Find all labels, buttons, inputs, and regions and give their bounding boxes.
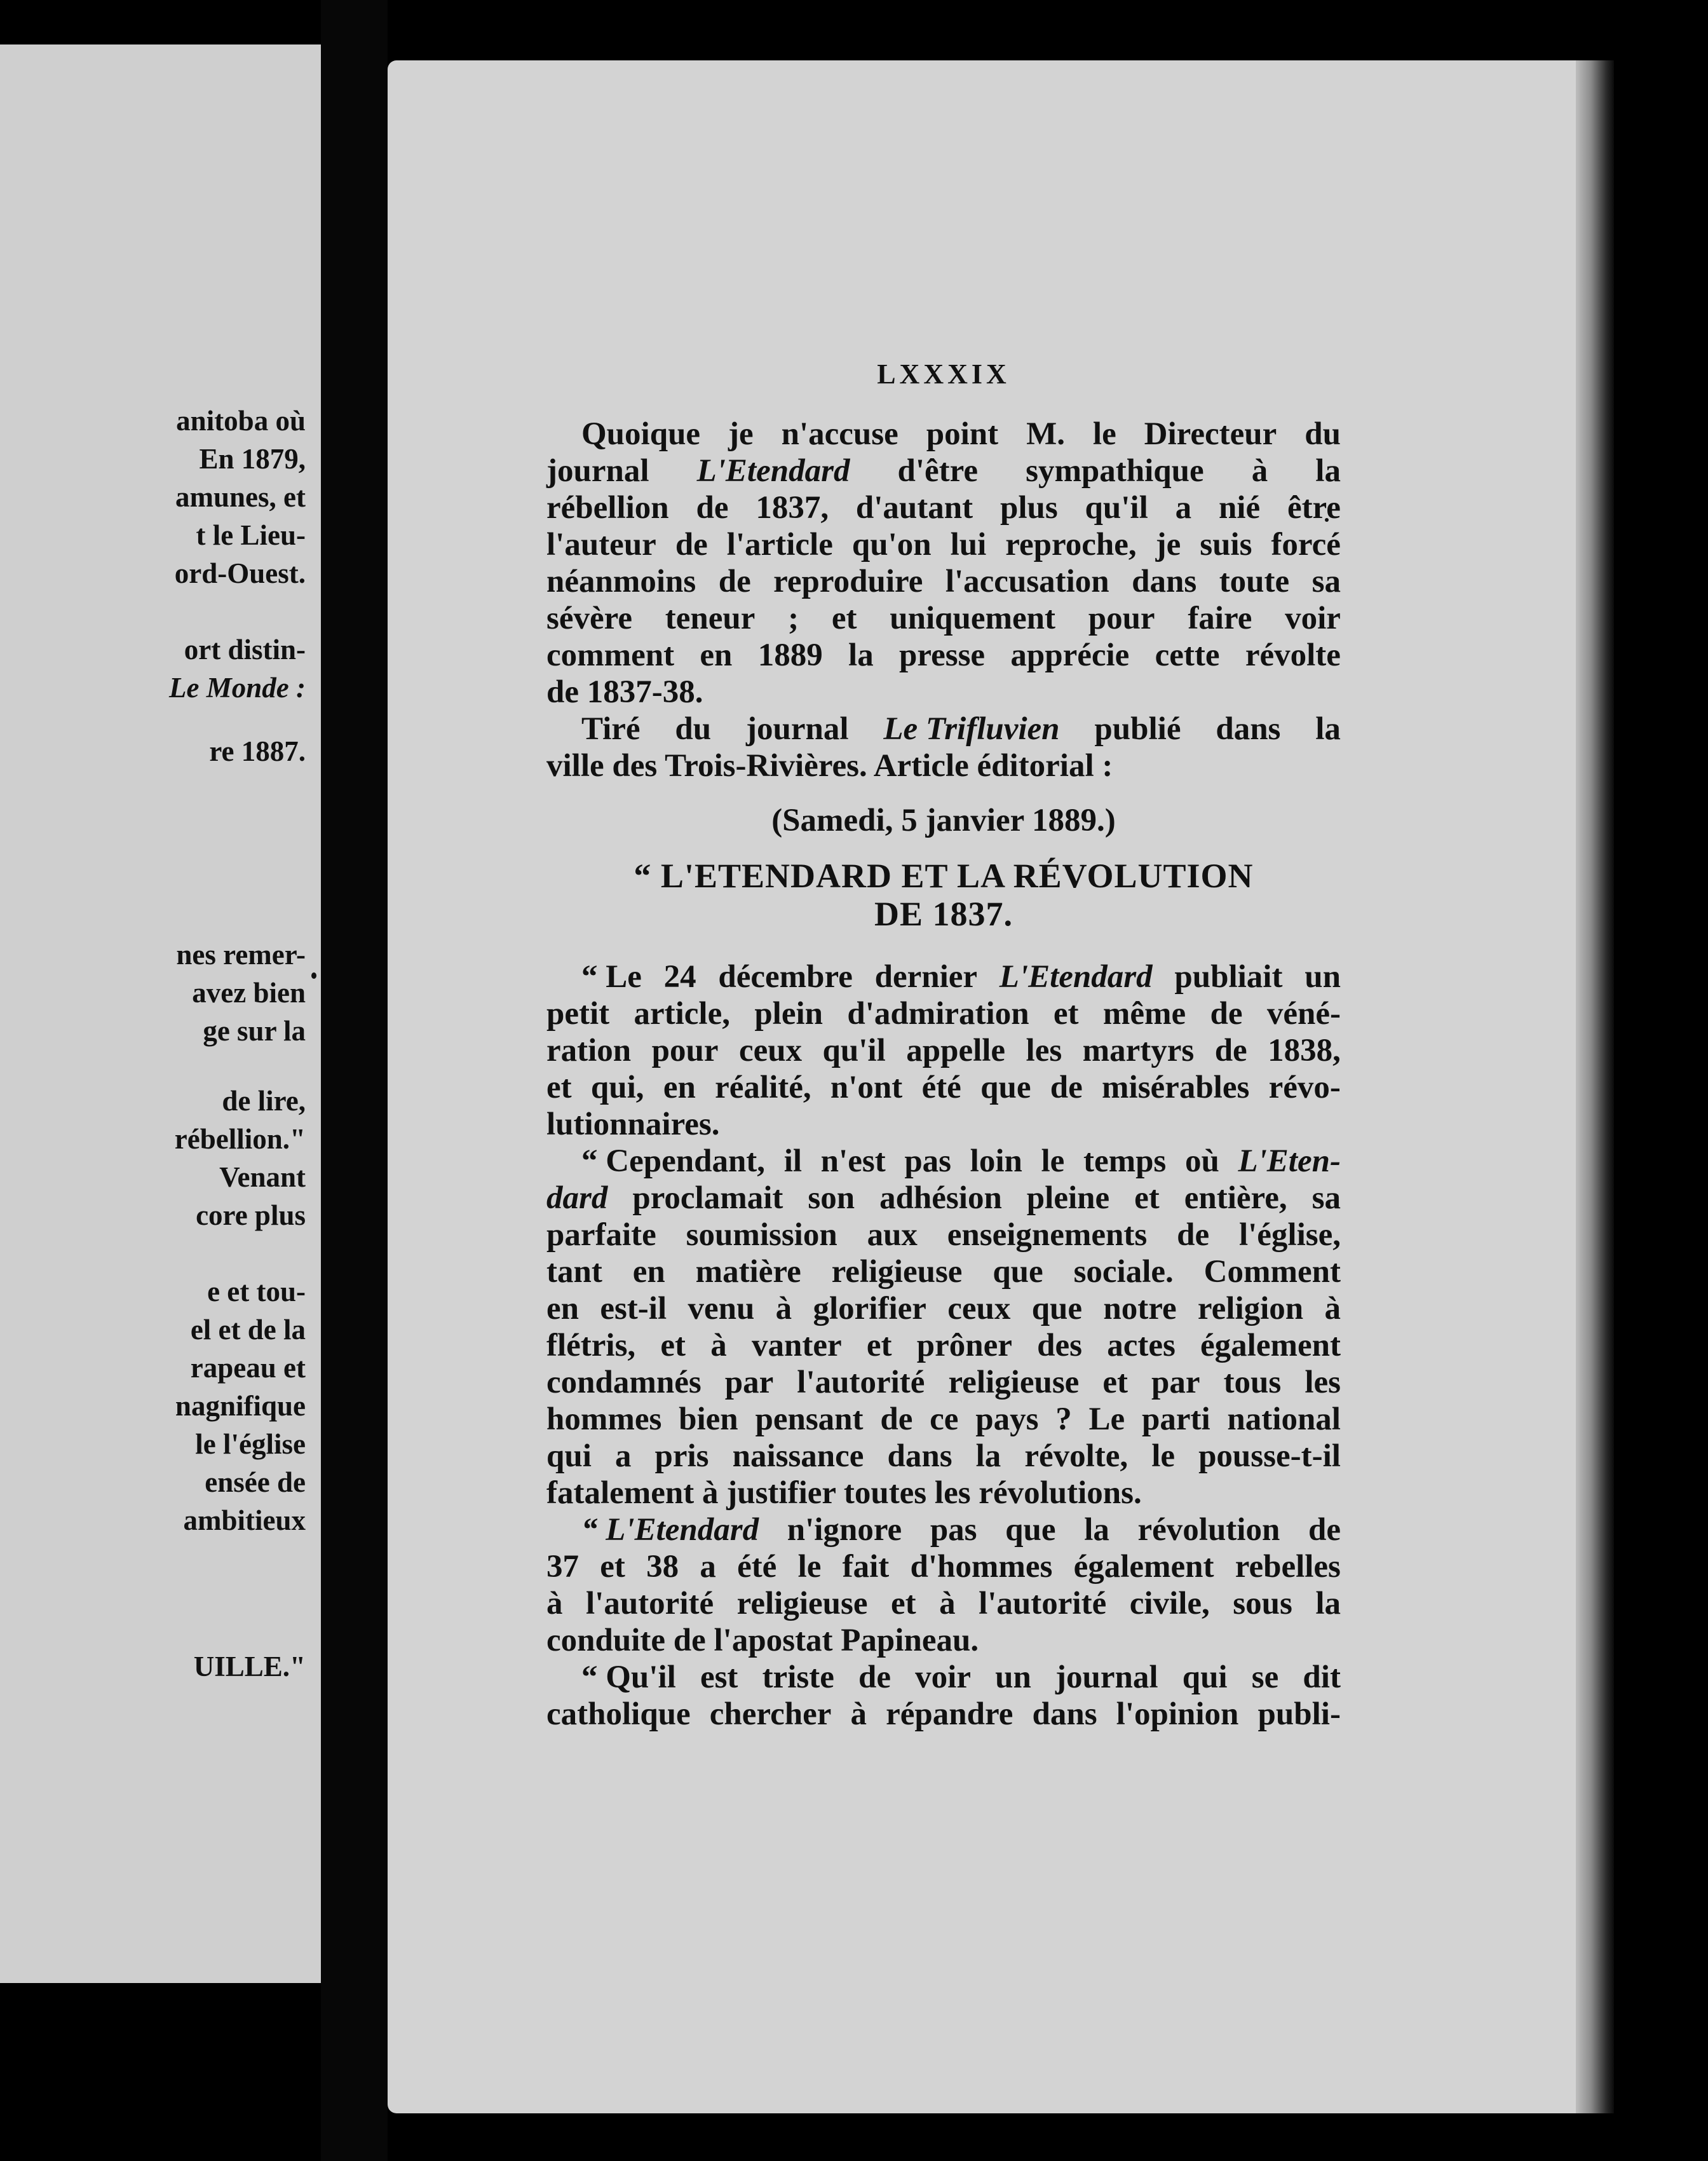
word: dit	[1303, 1660, 1341, 1695]
word: qu'on	[851, 527, 932, 562]
word: publi-	[1257, 1696, 1341, 1732]
page-edge	[1576, 60, 1614, 2113]
text-line	[546, 674, 1341, 711]
word: de	[696, 490, 729, 526]
text-line	[546, 637, 1341, 674]
word: dans	[887, 1438, 952, 1474]
left-page-line: ort distin-	[184, 634, 306, 665]
word: le	[797, 1549, 822, 1585]
word: sous	[1233, 1586, 1292, 1621]
word: la	[1315, 711, 1341, 747]
word: n'ont	[830, 1070, 903, 1105]
word: l'autorité	[797, 1365, 925, 1400]
word: lui	[950, 527, 987, 562]
word: un	[1305, 959, 1341, 995]
word: notre	[1103, 1291, 1177, 1326]
word: d'admiration	[847, 996, 1029, 1032]
word: journal	[1055, 1660, 1158, 1695]
word: son	[808, 1180, 855, 1216]
word: révo-	[1268, 1070, 1341, 1105]
word: a	[614, 1438, 632, 1474]
word: est	[700, 1660, 738, 1695]
word: hommes	[546, 1401, 662, 1437]
word: plein	[754, 996, 824, 1032]
left-page-line: ge sur la	[203, 1015, 306, 1047]
word: la	[1315, 1586, 1341, 1621]
word: “ L'Etendard	[581, 1512, 759, 1548]
word: dans	[1032, 1696, 1097, 1732]
word: pensant	[755, 1401, 864, 1437]
word: également	[1073, 1549, 1214, 1585]
left-page-line: En 1879,	[199, 443, 306, 475]
word: Quoique	[581, 416, 701, 452]
word: uniquement	[890, 601, 1055, 636]
word: teneur	[665, 601, 756, 636]
word: misérables	[1102, 1070, 1250, 1105]
word: à	[939, 1586, 956, 1621]
word: et	[831, 601, 857, 636]
article-heading: “ L'ETENDARD ET LA RÉVOLUTION	[634, 857, 1254, 895]
word: journal	[546, 453, 649, 489]
word: tant	[546, 1254, 602, 1290]
word: et	[546, 1070, 572, 1105]
word: prôner	[916, 1328, 1012, 1363]
word: “ Qu'il	[581, 1660, 676, 1695]
word: civile,	[1129, 1586, 1210, 1621]
word: pour	[651, 1033, 719, 1068]
word: de	[1214, 1033, 1247, 1068]
left-page-line: UILLE."	[193, 1651, 306, 1682]
word: matière	[695, 1254, 801, 1290]
word: condamnés	[546, 1365, 702, 1400]
word: rébellion	[546, 490, 669, 526]
left-page	[0, 44, 321, 1983]
text-line	[546, 1475, 1341, 1511]
word: sa	[1312, 564, 1341, 599]
word: l'opinion	[1116, 1696, 1239, 1732]
word: loin	[970, 1143, 1022, 1179]
word: des	[1037, 1328, 1082, 1363]
word: enseignements	[947, 1217, 1148, 1253]
text-line	[546, 1585, 1341, 1622]
text-line	[546, 1659, 1341, 1696]
word: triste	[762, 1660, 834, 1695]
word: du	[675, 711, 712, 747]
word: flétris,	[546, 1328, 636, 1363]
word: l'article	[726, 527, 833, 562]
word: petit	[546, 996, 610, 1032]
word: publiait	[1174, 959, 1283, 995]
text-line	[546, 1364, 1341, 1401]
word: comment	[546, 637, 675, 673]
word: dans	[1216, 711, 1281, 747]
word: révolte	[1245, 637, 1341, 673]
text-line	[546, 1032, 1341, 1069]
word: d'hommes	[910, 1549, 1053, 1585]
text-line	[546, 563, 1341, 600]
word: réalité,	[715, 1070, 811, 1105]
ink-speck	[311, 972, 316, 979]
word: 1889	[757, 637, 823, 673]
text-line	[546, 416, 1341, 453]
word: d'être	[897, 453, 979, 489]
word: qui	[546, 1438, 592, 1474]
word: voir	[915, 1660, 971, 1695]
word: dernier	[874, 959, 978, 995]
word: un	[995, 1660, 1031, 1695]
text-line	[546, 1106, 1341, 1143]
word: que	[993, 1254, 1043, 1290]
left-page-line: de lire,	[222, 1085, 306, 1117]
word: où	[1184, 1143, 1219, 1179]
word: révolution	[1137, 1512, 1280, 1548]
word: l'accusation	[945, 564, 1109, 599]
word: est-il	[600, 1291, 667, 1326]
word: L'Etendard	[999, 959, 1153, 995]
word: pas	[930, 1512, 977, 1548]
word: entière,	[1184, 1180, 1287, 1216]
text-line	[546, 453, 1341, 489]
text-line	[546, 747, 1341, 784]
word: même	[1102, 996, 1186, 1032]
text-line	[546, 1696, 1341, 1733]
word: forcé	[1271, 527, 1341, 562]
word: de	[1210, 996, 1243, 1032]
word: pas	[904, 1143, 952, 1179]
text-line	[546, 1327, 1341, 1364]
text-line	[546, 1217, 1341, 1253]
word: en	[663, 1070, 696, 1105]
word: 1837,	[756, 490, 829, 526]
word: L'Eten-	[1238, 1143, 1341, 1179]
word: faire	[1188, 601, 1252, 636]
word: ville des Trois-Rivières. Article éditorial :	[546, 748, 1113, 784]
word: de	[1308, 1512, 1341, 1548]
date-line: (Samedi, 5 janvier 1889.)	[771, 803, 1116, 838]
word: aux	[867, 1217, 918, 1253]
word: à	[1251, 453, 1268, 489]
word: la	[975, 1438, 1001, 1474]
page-text	[546, 356, 1341, 1733]
word: nié	[1218, 490, 1261, 526]
word: Le Trifluvien	[883, 711, 1060, 747]
text-line	[546, 1438, 1341, 1475]
text-line	[546, 1401, 1341, 1438]
word: que	[980, 1070, 1031, 1105]
word: 37	[546, 1549, 579, 1585]
word: a	[1175, 490, 1192, 526]
word: presse	[899, 637, 986, 673]
word: voir	[1285, 601, 1341, 636]
text-line	[546, 1290, 1341, 1327]
word: à	[775, 1291, 792, 1326]
word: et	[890, 1586, 916, 1621]
word: adhésion	[879, 1180, 1002, 1216]
word: Le	[1088, 1401, 1125, 1437]
word: et	[660, 1328, 686, 1363]
word: temps	[1083, 1143, 1167, 1179]
word: vanter	[752, 1328, 842, 1363]
word: bien	[679, 1401, 738, 1437]
word: véné-	[1266, 996, 1341, 1032]
left-page-line: nagnifique	[175, 1390, 306, 1422]
word: lutionnaires.	[546, 1107, 720, 1142]
word: par	[1151, 1365, 1200, 1400]
word: ;	[788, 601, 799, 636]
word: proclamait	[632, 1180, 783, 1216]
word: apprécie	[1010, 637, 1130, 673]
word: dard	[546, 1180, 608, 1216]
word: point	[926, 416, 999, 452]
word: naissance	[732, 1438, 864, 1474]
word: sympathique	[1026, 453, 1204, 489]
word: glorifier	[813, 1291, 926, 1326]
word: parfaite	[546, 1217, 656, 1253]
word: il	[783, 1143, 803, 1179]
word: toute	[1219, 564, 1290, 599]
word: ce	[930, 1401, 959, 1437]
word: qui	[1182, 1660, 1228, 1695]
word: du	[1305, 416, 1341, 452]
word: ceux	[947, 1291, 1011, 1326]
word: L'Etendard	[696, 453, 850, 489]
word: qu'il	[822, 1033, 886, 1068]
word: se	[1251, 1660, 1279, 1695]
word: 24	[663, 959, 696, 995]
word: journal	[746, 711, 849, 747]
word: dans	[1132, 564, 1197, 599]
left-page-line: el et de la	[190, 1314, 306, 1346]
article-heading-continued: DE 1837.	[874, 895, 1013, 933]
word: article,	[634, 996, 730, 1032]
word: répandre	[886, 1696, 1013, 1732]
word: a	[700, 1549, 716, 1585]
word: l'autorité	[979, 1586, 1107, 1621]
left-page-line: e et tou-	[207, 1276, 306, 1307]
word: néanmoins	[546, 564, 696, 599]
text-line	[546, 489, 1341, 526]
word: ceux	[738, 1033, 803, 1068]
word: sévère	[546, 601, 632, 636]
word: qu'il	[1085, 490, 1148, 526]
word: également	[1200, 1328, 1341, 1363]
word: de	[1050, 1070, 1083, 1105]
word: reproduire	[773, 564, 923, 599]
text-line	[546, 600, 1341, 637]
word: M.	[1026, 416, 1065, 452]
word: venu	[688, 1291, 755, 1326]
word: à	[1324, 1291, 1341, 1326]
word: de	[1177, 1217, 1210, 1253]
word: je	[728, 416, 754, 452]
word: et	[1102, 1365, 1128, 1400]
word: le	[1092, 416, 1116, 452]
left-page-line: core plus	[196, 1199, 306, 1231]
word: religion	[1197, 1291, 1304, 1326]
word: Tiré	[581, 711, 640, 747]
word: chercher	[709, 1696, 832, 1732]
text-line	[546, 1180, 1341, 1217]
word: religieuse	[948, 1365, 1080, 1400]
book-gutter	[321, 0, 388, 2161]
word: fait	[842, 1549, 890, 1585]
word: parti	[1141, 1401, 1210, 1437]
word: sa	[1312, 1180, 1341, 1216]
word: appelle	[906, 1033, 1006, 1068]
page-number: LXXXIX	[877, 358, 1010, 390]
word: la	[1315, 453, 1341, 489]
left-page-line: ord-Ouest.	[174, 557, 306, 589]
word: je	[1155, 527, 1181, 562]
word: l'auteur	[546, 527, 656, 562]
word: en	[632, 1254, 665, 1290]
text-line	[546, 1069, 1341, 1106]
left-page-line: le l'église	[195, 1428, 306, 1460]
text-line	[546, 958, 1341, 995]
word: de	[675, 527, 708, 562]
word: de	[718, 564, 751, 599]
word: pleine	[1026, 1180, 1110, 1216]
word: “ Cependant,	[581, 1143, 766, 1179]
word: catholique	[546, 1696, 691, 1732]
word: les	[1026, 1033, 1062, 1068]
word: et	[1053, 996, 1079, 1032]
word: plus	[1000, 490, 1058, 526]
word: de 1837-38.	[546, 674, 703, 710]
text-line	[546, 1253, 1341, 1290]
word: fatalement à justifier toutes les révolutions.	[546, 1475, 1142, 1511]
left-page-line: rapeau et	[190, 1352, 306, 1384]
left-page-line: t le Lieu-	[196, 519, 306, 551]
word: conduite de l'apostat Papineau.	[546, 1623, 979, 1658]
word: l'autorité	[586, 1586, 714, 1621]
word: à	[710, 1328, 727, 1363]
word: et	[600, 1549, 625, 1585]
left-page-line: avez bien	[192, 977, 306, 1009]
word: que	[1005, 1512, 1056, 1548]
left-page-line: nes remer-	[176, 939, 306, 971]
word: actes	[1107, 1328, 1176, 1363]
word: de	[858, 1660, 891, 1695]
word: d'autant	[855, 490, 973, 526]
word: l'église,	[1238, 1217, 1341, 1253]
word: décembre	[718, 959, 853, 995]
word: de	[880, 1401, 913, 1437]
left-page-line: Le Monde :	[169, 672, 306, 704]
word: sociale.	[1073, 1254, 1174, 1290]
word: qui,	[590, 1070, 644, 1105]
word: cette	[1155, 637, 1220, 673]
text-line	[546, 1622, 1341, 1659]
word: Directeur	[1144, 416, 1277, 452]
word: à	[546, 1586, 563, 1621]
word: que	[1031, 1291, 1083, 1326]
word: n'est	[820, 1143, 886, 1179]
left-page-line: ensée de	[205, 1466, 306, 1498]
word: “ Le	[581, 959, 642, 995]
word: national	[1227, 1401, 1341, 1437]
word: 38	[646, 1549, 679, 1585]
text-line	[546, 526, 1341, 563]
word: religieuse	[831, 1254, 963, 1290]
word: n'ignore	[787, 1512, 902, 1548]
word: en	[700, 637, 733, 673]
left-page-line: re 1887.	[209, 735, 306, 767]
word: suis	[1200, 527, 1252, 562]
text-line	[546, 995, 1341, 1032]
left-page-line: anitoba où	[176, 405, 306, 437]
word: et	[1134, 1180, 1160, 1216]
text-line	[546, 711, 1341, 747]
word: être	[1287, 490, 1341, 526]
word: rebelles	[1235, 1549, 1341, 1585]
word: ration	[546, 1033, 632, 1068]
word: religieuse	[736, 1586, 868, 1621]
left-page-line: Venant	[219, 1161, 306, 1193]
word: le	[1151, 1438, 1176, 1474]
text-line	[546, 1548, 1341, 1585]
word: 1838,	[1268, 1033, 1341, 1068]
word: les	[1305, 1365, 1341, 1400]
word: la	[1084, 1512, 1109, 1548]
text-line	[546, 1143, 1341, 1180]
word: pris	[654, 1438, 709, 1474]
word: le	[1041, 1143, 1065, 1179]
word: été	[737, 1549, 777, 1585]
word: Comment	[1203, 1254, 1341, 1290]
word: et	[866, 1328, 892, 1363]
left-page-line: amunes, et	[175, 481, 306, 513]
word: n'accuse	[781, 416, 898, 452]
word: martyrs	[1082, 1033, 1195, 1068]
word: pays	[975, 1401, 1039, 1437]
word: reproche,	[1005, 527, 1137, 562]
word: en	[546, 1291, 579, 1326]
text-line	[546, 1511, 1341, 1548]
word: pour	[1088, 601, 1155, 636]
word: ?	[1055, 1401, 1072, 1437]
word: à	[850, 1696, 867, 1732]
left-page-line: rébellion."	[174, 1123, 306, 1155]
word: soumission	[686, 1217, 837, 1253]
word: été	[921, 1070, 961, 1105]
left-page-line: ambitieux	[183, 1504, 306, 1536]
word: tous	[1223, 1365, 1282, 1400]
word: révolte,	[1024, 1438, 1128, 1474]
word: publié	[1094, 711, 1181, 747]
word: pousse-t-il	[1198, 1438, 1341, 1474]
word: par	[724, 1365, 774, 1400]
word: la	[848, 637, 874, 673]
